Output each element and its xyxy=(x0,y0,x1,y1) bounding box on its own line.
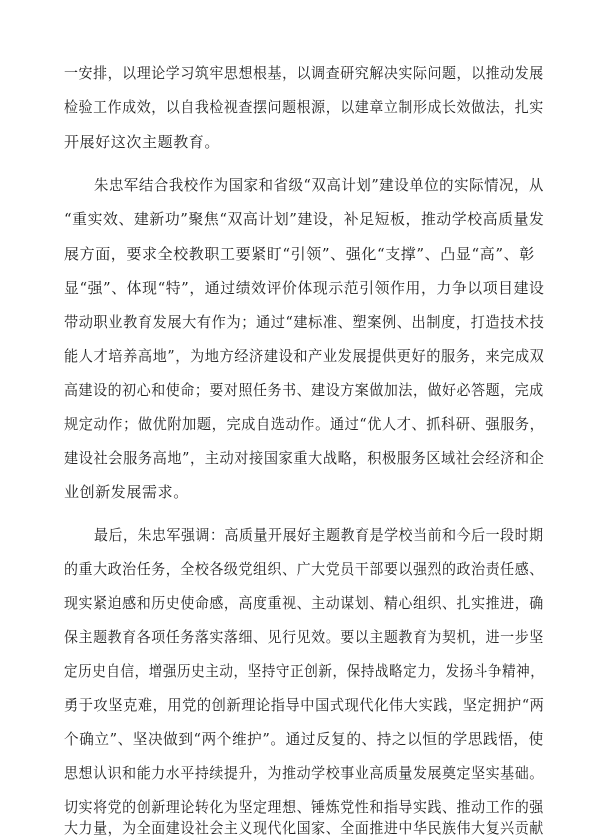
text-line: 高建设的初心和使命；要对照任务书、建设方案做加法，做好必答题，完成 xyxy=(64,381,544,399)
text-line: 显“强”、体现“特”，通过绩效评价体现示范引领作用，力争以项目建设 xyxy=(64,279,545,297)
text-line: 个确立”、坚决做到“两个维护”。通过反复的、持之以恒的学思践悟，使 xyxy=(64,730,544,748)
text-line: 开展好这次主题教育。 xyxy=(64,133,221,151)
text-line: 业创新发展需求。 xyxy=(64,483,189,501)
text-line: 大力量，为全面建设社会主义现代化国家、全面推进中华民族伟大复兴贡献 xyxy=(64,819,544,837)
text-line: 切实将党的创新理论转化为坚定理想、锤炼党性和指导实践、推动工作的强 xyxy=(64,798,544,816)
text-line: 展方面，要求全校教职工要紧盯“引领”、强化“支撑”、凸显“高”、彰 xyxy=(64,245,535,263)
text-line: 建设社会服务高地”，主动对接国家重大战略，积极服务区域社会经济和企 xyxy=(64,449,545,467)
text-line: 带动职业教育发展大有作为；通过“建标准、塑案例、出制度，打造技术技 xyxy=(64,313,545,331)
text-line: 勇于攻坚克难，用党的创新理论指导中国式现代化伟大实践，坚定拥护“两 xyxy=(64,696,545,714)
text-line: 最后，朱忠军强调：高质量开展好主题教育是学校当前和今后一段时期 xyxy=(94,526,544,544)
text-line: 能人才培养高地”，为地方经济建设和产业发展提供更好的服务，来完成双 xyxy=(64,347,545,365)
text-line: “重实效、建新功”聚焦“双高计划”建设，补足短板，推动学校高质量发 xyxy=(64,210,545,228)
text-line: 定历史自信，增强历史主动，坚持守正创新，保持战略定力，发扬斗争精神， xyxy=(64,662,545,680)
text-line: 的重大政治任务，全校各级党组织、广大党员干部要以强烈的政治责任感、 xyxy=(64,560,544,578)
text-line: 现实紧迫感和历史使命感，高度重视、主动谋划、精心组织、扎实推进，确 xyxy=(64,594,544,612)
text-line: 朱忠军结合我校作为国家和省级“双高计划”建设单位的实际情况，从 xyxy=(94,176,544,194)
text-line: 思想认识和能力水平持续提升，为推动学校事业高质量发展奠定坚实基础。 xyxy=(64,764,544,782)
text-line: 规定动作；做优附加题，完成自选动作。通过“优人才、抓科研、强服务， xyxy=(64,415,545,433)
text-line: 检验工作成效，以自我检视查摆问题根源，以建章立制形成长效做法，扎实 xyxy=(64,98,544,116)
text-line: 保主题教育各项任务落实落细、见行见效。要以主题教育为契机，进一步坚 xyxy=(64,628,544,646)
text-line: 一安排，以理论学习筑牢思想根基，以调查研究解决实际问题，以推动发展 xyxy=(64,64,544,82)
